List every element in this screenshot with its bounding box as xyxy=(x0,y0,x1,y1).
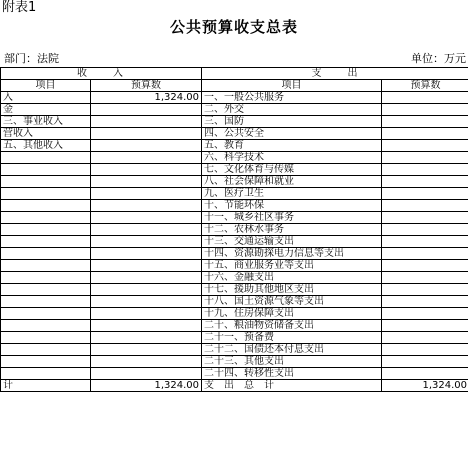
income-item-cell: 计 xyxy=(1,380,91,392)
income-item-cell: 五、其他收入 xyxy=(1,140,91,152)
expense-item-cell: 十、节能环保 xyxy=(202,200,382,212)
total-row xyxy=(1,380,468,392)
income-item-cell xyxy=(1,176,91,188)
income-item-cell xyxy=(1,212,91,224)
income-item-cell xyxy=(1,344,91,356)
table-row xyxy=(1,116,468,128)
table-row xyxy=(1,92,468,104)
income-budget-cell xyxy=(91,200,202,212)
income-item-cell xyxy=(1,284,91,296)
expense-budget-cell xyxy=(382,104,468,116)
expense-budget-cell xyxy=(382,212,468,224)
income-item-cell xyxy=(1,368,91,380)
income-budget-cell xyxy=(91,188,202,200)
expense-item-cell: 六、科学技术 xyxy=(202,152,382,164)
expense-item-cell: 二十三、其他支出 xyxy=(202,356,382,368)
table-row xyxy=(1,284,468,296)
expense-item-cell: 十七、援助其他地区支出 xyxy=(202,284,382,296)
income-budget-cell xyxy=(91,368,202,380)
income-item-cell xyxy=(1,332,91,344)
table-row xyxy=(1,152,468,164)
income-item-cell xyxy=(1,320,91,332)
expense-item-header: 项目 xyxy=(202,80,382,92)
table-row xyxy=(1,176,468,188)
expense-item-cell: 二十、粮油物资储备支出 xyxy=(202,320,382,332)
income-item-cell xyxy=(1,296,91,308)
expense-budget-cell: 1,324.00 xyxy=(382,380,468,392)
income-budget-cell xyxy=(91,212,202,224)
table-row xyxy=(1,320,468,332)
expense-budget-header: 预算数 xyxy=(382,80,468,92)
table-row xyxy=(1,164,468,176)
expense-budget-cell xyxy=(382,140,468,152)
income-item-cell xyxy=(1,356,91,368)
expense-item-cell: 十九、住房保障支出 xyxy=(202,308,382,320)
income-item-cell: 营收入 xyxy=(1,128,91,140)
expense-item-cell: 十四、资源勘探电力信息等支出 xyxy=(202,248,382,260)
table-row xyxy=(1,188,468,200)
expense-item-cell: 十五、商业服务业等支出 xyxy=(202,260,382,272)
expense-item-cell: 二十四、转移性支出 xyxy=(202,368,382,380)
income-budget-cell xyxy=(91,332,202,344)
income-budget-cell xyxy=(91,152,202,164)
table-row xyxy=(1,224,468,236)
income-section-header: 收 入 xyxy=(1,68,202,80)
table-row xyxy=(1,332,468,344)
table-row xyxy=(1,368,468,380)
expense-item-cell: 三、国防 xyxy=(202,116,382,128)
income-budget-cell xyxy=(91,284,202,296)
expense-item-cell: 十八、国土资源气象等支出 xyxy=(202,296,382,308)
income-item-header: 项目 xyxy=(1,80,91,92)
unit-label: 单位：万元 xyxy=(411,52,466,65)
expense-budget-cell xyxy=(382,236,468,248)
income-budget-header: 预算数 xyxy=(91,80,202,92)
income-budget-cell xyxy=(91,176,202,188)
income-budget-cell: 1,324.00 xyxy=(91,380,202,392)
table-row xyxy=(1,356,468,368)
expense-budget-cell xyxy=(382,296,468,308)
income-item-cell: 三、事业收入 xyxy=(1,116,91,128)
income-item-cell xyxy=(1,164,91,176)
income-budget-cell xyxy=(91,296,202,308)
income-budget-cell xyxy=(91,344,202,356)
expense-budget-cell xyxy=(382,200,468,212)
income-item-cell xyxy=(1,152,91,164)
attachment-label: 附表1 xyxy=(2,0,37,15)
expense-item-cell: 九、医疗卫生 xyxy=(202,188,382,200)
income-budget-cell xyxy=(91,116,202,128)
expense-item-cell: 十三、交通运输支出 xyxy=(202,236,382,248)
income-budget-cell xyxy=(91,272,202,284)
table-row xyxy=(1,200,468,212)
column-header-row xyxy=(1,80,468,92)
income-item-cell xyxy=(1,200,91,212)
expense-budget-cell xyxy=(382,308,468,320)
table-row xyxy=(1,104,468,116)
expense-budget-cell xyxy=(382,284,468,296)
expense-item-cell: 十一、城乡社区事务 xyxy=(202,212,382,224)
expense-budget-cell xyxy=(382,320,468,332)
income-item-cell xyxy=(1,188,91,200)
expense-budget-cell xyxy=(382,188,468,200)
expense-item-cell: 八、社会保障和就业 xyxy=(202,176,382,188)
income-item-cell xyxy=(1,272,91,284)
budget-table xyxy=(0,67,468,392)
expense-budget-cell xyxy=(382,224,468,236)
expense-budget-cell xyxy=(382,344,468,356)
expense-item-cell: 五、教育 xyxy=(202,140,382,152)
income-budget-cell xyxy=(91,260,202,272)
department-label: 部门：法院 xyxy=(4,52,59,65)
expenditure-section-header: 支 出 xyxy=(202,68,468,80)
income-budget-cell: 1,324.00 xyxy=(91,92,202,104)
expense-budget-cell xyxy=(382,152,468,164)
income-budget-cell xyxy=(91,320,202,332)
income-item-cell xyxy=(1,308,91,320)
income-budget-cell xyxy=(91,236,202,248)
expense-budget-cell xyxy=(382,368,468,380)
income-budget-cell xyxy=(91,140,202,152)
table-row xyxy=(1,308,468,320)
table-row xyxy=(1,128,468,140)
expense-budget-cell xyxy=(382,116,468,128)
income-budget-cell xyxy=(91,128,202,140)
expense-item-cell: 四、公共安全 xyxy=(202,128,382,140)
expense-item-cell: 一、一般公共服务 xyxy=(202,92,382,104)
table-row xyxy=(1,296,468,308)
section-header-row xyxy=(1,68,468,80)
expense-item-cell: 十六、金融支出 xyxy=(202,272,382,284)
table-row xyxy=(1,248,468,260)
expense-budget-cell xyxy=(382,92,468,104)
table-row xyxy=(1,212,468,224)
expense-item-cell: 支 出 总 计 xyxy=(202,380,382,392)
table-row xyxy=(1,344,468,356)
income-budget-cell xyxy=(91,356,202,368)
expense-budget-cell xyxy=(382,176,468,188)
income-item-cell: 金 xyxy=(1,104,91,116)
income-item-cell: 入 xyxy=(1,92,91,104)
income-item-cell xyxy=(1,260,91,272)
income-item-cell xyxy=(1,224,91,236)
expense-budget-cell xyxy=(382,332,468,344)
table-row xyxy=(1,236,468,248)
table-title: 公共预算收支总表 xyxy=(169,18,298,36)
budget-table-body xyxy=(1,68,468,392)
table-row xyxy=(1,260,468,272)
expense-budget-cell xyxy=(382,356,468,368)
table-row xyxy=(1,272,468,284)
expense-budget-cell xyxy=(382,248,468,260)
expense-item-cell: 二十二、国债还本付息支出 xyxy=(202,344,382,356)
expense-budget-cell xyxy=(382,260,468,272)
expense-budget-cell xyxy=(382,272,468,284)
table-row xyxy=(1,140,468,152)
expense-item-cell: 二、外交 xyxy=(202,104,382,116)
income-item-cell xyxy=(1,248,91,260)
expense-budget-cell xyxy=(382,164,468,176)
income-budget-cell xyxy=(91,248,202,260)
income-budget-cell xyxy=(91,164,202,176)
income-budget-cell xyxy=(91,308,202,320)
expense-item-cell: 七、文化体育与传媒 xyxy=(202,164,382,176)
income-item-cell xyxy=(1,236,91,248)
expense-item-cell: 二十一、预备费 xyxy=(202,332,382,344)
expense-budget-cell xyxy=(382,128,468,140)
income-budget-cell xyxy=(91,224,202,236)
expense-item-cell: 十二、农林水事务 xyxy=(202,224,382,236)
income-budget-cell xyxy=(91,104,202,116)
